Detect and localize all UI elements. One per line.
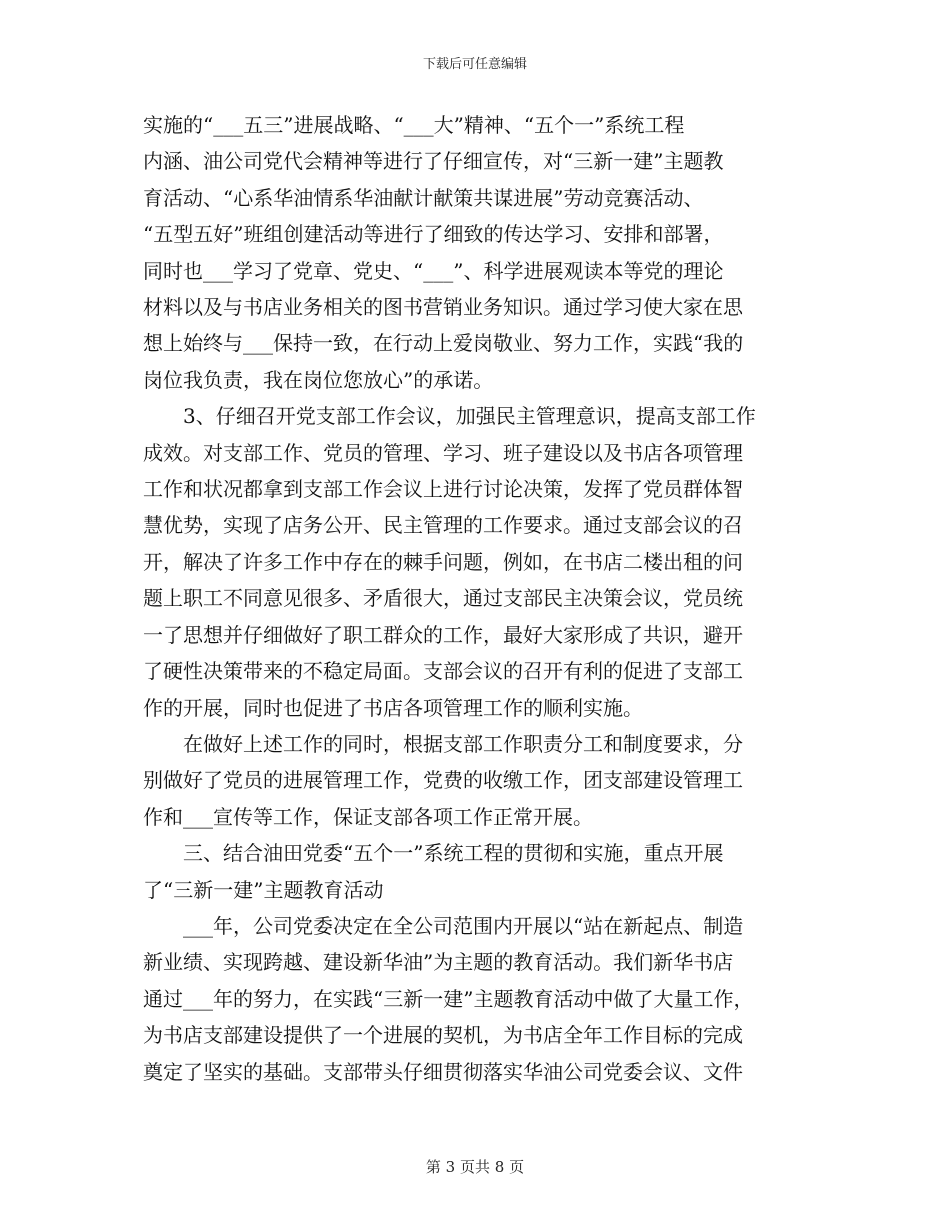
text-line: 3、仔细召开党支部工作会议，加强民主管理意识，提高支部工作 [183,404,756,429]
text-line: 了硬性决策带来的不稳定局面。支部会议的召开有利的促进了支部工 [143,659,743,684]
text-line: 为书店支部建设提供了一个进展的契机，为书店全年工作目标的完成 [143,1023,743,1048]
text-line: 作和___宣传等工作，保证支部各项工作正常开展。 [143,804,593,829]
text-line: 通过___年的努力，在实践“三新一建”主题教育活动中做了大量工作， [143,986,754,1011]
text-line: 题上职工不同意见很多、矛盾很大，通过支部民主决策会议，党员统 [143,586,743,611]
text-line: 别做好了党员的进展管理工作，党费的收缴工作，团支部建设管理工 [143,768,743,793]
text-line: 内涵、油公司党代会精神等进行了仔细宣传，对“三新一建”主题教 [143,149,724,174]
text-line: 作的开展，同时也促进了书店各项管理工作的顺利实施。 [143,695,643,720]
text-line: “五型五好”班组创建活动等进行了细致的传达学习、安排和部署， [143,222,724,247]
text-line: 工作和状况都拿到支部工作会议上进行讨论决策，发挥了党员群体智 [143,477,743,502]
paragraph [143,908,803,1090]
text-line: 育活动、“心系华油情系华油献计献策共谋进展”劳动竞赛活动、 [143,185,704,210]
text-line: 同时也___学习了党章、党史、“___”、科学进展观读本等党的理论 [143,258,724,283]
text-line: 开，解决了许多工作中存在的棘手问题，例如，在书店二楼出租的问 [143,549,743,574]
text-line: 在做好上述工作的同时，根据支部工作职责分工和制度要求，分 [183,731,743,756]
text-line: 岗位我负责，我在岗位您放心”的承诺。 [143,367,494,392]
text-line: 了“三新一建”主题教育活动 [143,877,384,902]
text-line: 三、结合油田党委“五个一”系统工程的贯彻和实施，重点开展 [183,841,724,866]
paragraph [143,107,803,398]
paragraph [143,726,803,835]
text-line: 材料以及与书店业务相关的图书营销业务知识。通过学习使大家在思 [143,295,743,320]
text-line: 想上始终与___保持一致，在行动上爱岗敬业、努力工作，实践“我的 [143,331,744,356]
paragraph [143,398,803,726]
text-line: ___年，公司党委决定在全公司范围内开展以“站在新起点、制造 [183,913,744,938]
document-body [143,107,803,1090]
page-header: 下载后可任意编辑 [422,57,527,72]
text-line: 一了思想并仔细做好了职工群众的工作，最好大家形成了共识，避开 [143,622,743,647]
text-line: 奠定了坚实的基础。支部带头仔细贯彻落实华油公司党委会议、文件 [143,1059,743,1084]
page-number: 第 3 页共 8 页 [425,1158,525,1176]
text-line: 成效。对支部工作、党员的管理、学习、班子建设以及书店各项管理 [143,440,743,465]
text-line: 慧优势，实现了店务公开、民主管理的工作要求。通过支部会议的召 [143,513,743,538]
paragraph [143,835,803,908]
text-line: 新业绩、实现跨越、建设新华油”为主题的教育活动。我们新华书店 [143,950,734,975]
text-line: 实施的“___五三”进展战略、“___大”精神、“五个一”系统工程 [143,113,685,137]
